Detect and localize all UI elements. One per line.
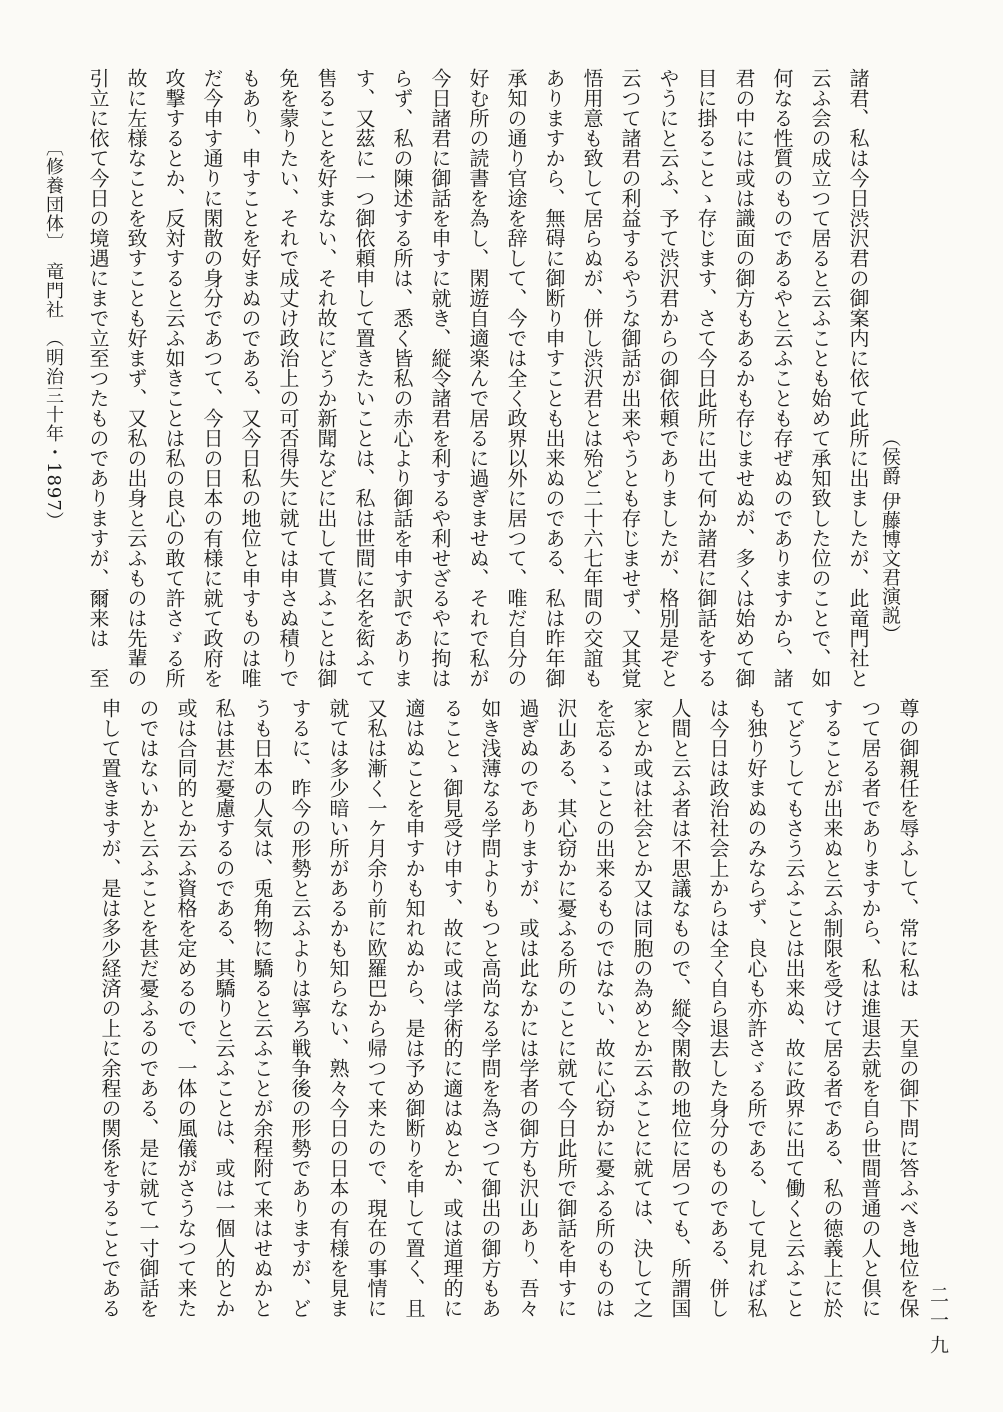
lower-text-line-4: てどうしてもさう云ふことは出来ぬ、故に政界に出て働くと云ふこと [782, 698, 806, 1318]
source-footer: 〔修養団体〕 竜門社 （明治三十年・1897） [43, 138, 64, 531]
lower-text-line-22: 申して置きますが、是は多少経済の上に余程の関係をすることである [98, 698, 122, 1318]
lower-text-line-3: することが出来ぬと云ふ制限を受けて居る者である、私の徳義上に於 [820, 698, 844, 1318]
upper-text-line-1: 諸君、私は今日渋沢君の御案内に依て此所に出ましたが、此竜門社と [846, 68, 870, 688]
upper-text-line-4: 君の中には或は識面の御方もあるかも存じませぬが、多くは始めて御 [732, 68, 756, 688]
lower-text-line-9: を忘るゝことの出来るものではない、故に心窃かに憂ふる所のものは [592, 698, 616, 1318]
lower-text-line-13: ることゝ御見受け申す、故に或は学術的に適はぬとか、或は道理的に [440, 698, 464, 1318]
speech-heading: （侯爵 伊藤博文君演説） [879, 428, 901, 644]
upper-text-line-21: 引立に依て今日の境遇にまで立至つたものでありますが、爾来は 至 [86, 68, 110, 688]
lower-text-line-5: も独り好まぬのみならず、良心も亦許さゞる所である、して見れば私 [744, 698, 768, 1318]
lower-text-line-17: するに、昨今の形勢と云ふよりは寧ろ戦争後の形勢でありますが、ど [288, 698, 312, 1318]
upper-text-line-9: ありますから、無碍に御断り申すことも出来ぬのである、私は昨年御 [542, 68, 566, 688]
upper-text-line-11: 好む所の読書を為し、閑遊自適楽んで居るに過ぎませぬ、それで私が [466, 68, 490, 688]
upper-text-line-15: 售ることを好まない、それ故にどうか新聞などに出して貰ふことは御 [314, 68, 338, 688]
lower-text-line-2: つて居る者でありますから、私は進退去就を自ら世間普通の人と倶に [858, 698, 882, 1318]
lower-text-line-19: 私は甚だ憂慮するのである、其驕りと云ふことは、或は一個人的とか [212, 698, 236, 1318]
upper-text-line-18: だ今申す通りに閑散の身分であつて、今日の日本の有様に就て政府を [200, 68, 224, 688]
upper-text-line-12: 今日諸君に御話を申すに就き、縦令諸君を利するや利せざるやに拘は [428, 68, 452, 688]
lower-text-line-11: 過ぎぬのでありますが、或は此なかには学者の御方も沢山あり、吾々 [516, 698, 540, 1318]
lower-text-line-12: 如き浅薄なる学問よりもつと高尚なる学問を為さつて御出の御方もあ [478, 698, 502, 1318]
lower-text-line-21: のではないかと云ふことを甚だ憂ふるのである、是に就て一寸御話を [136, 698, 160, 1318]
lower-text-line-1: 尊の御親任を辱ふして、常に私は 天皇の御下問に答ふべき地位を保 [896, 698, 920, 1318]
lower-text-line-16: 就ては多少暗い所があるかも知らない、熟々今日の日本の有様を見ま [326, 698, 350, 1318]
lower-text-line-18: うも日本の人気は、兎角物に驕ると云ふことが余程附て来はせぬかと [250, 698, 274, 1318]
upper-text-line-14: す、又茲に一つ御依頼申して置きたいことは、私は世間に名を衒ふて [352, 68, 376, 688]
upper-text-line-13: らず、私の陳述する所は、悉く皆私の赤心より御話を申す訳でありま [390, 68, 414, 688]
lower-text-line-15: 又私は漸く一ケ月余り前に欧羅巴から帰つて来たので、現在の事情に [364, 698, 388, 1318]
upper-text-line-7: 云つて諸君の利益するやうな御話が出来やうとも存じませず、又其覚 [618, 68, 642, 688]
lower-text-line-20: 或は合同的とか云ふ資格を定めるので、一体の風儀がさうなつて来た [174, 698, 198, 1318]
upper-text-line-5: 目に掛ることゝ存じます、さて今日此所に出て何か諸君に御話をする [694, 68, 718, 688]
lower-text-line-6: は今日は政治社会上からは全く自ら退去した身分のものである、併し [706, 698, 730, 1318]
lower-text-line-10: 沢山ある、其心窃かに憂ふる所のことに就て今日此所で御話を申すに [554, 698, 578, 1318]
upper-text-line-19: 攻撃するとか、反対すると云ふ如きことは私の良心の敢て許さゞる所 [162, 68, 186, 688]
lower-text-line-8: 家とか或は社会とか又は同胞の為めとか云ふことに就ては、決して之 [630, 698, 654, 1318]
upper-text-line-3: 何なる性質のものであるやと云ふことも存ぜぬのでありますから、諸 [770, 68, 794, 688]
upper-text-line-6: やうにと云ふ、予て渋沢君からの御依頼でありましたが、格別是ぞと [656, 68, 680, 688]
upper-text-line-16: 免を蒙りたい、それで成丈け政治上の可否得失に就ては申さぬ積りで [276, 68, 300, 688]
upper-text-line-17: もあり、申すことを好まぬのである、又今日私の地位と申すものは唯 [238, 68, 262, 688]
upper-text-line-10: 承知の通り官途を辞して、今では全く政界以外に居つて、唯だ自分の [504, 68, 528, 688]
upper-text-line-20: 故に左様なことを致すことも好まず、又私の出身と云ふものは先輩の [124, 68, 148, 688]
lower-text-line-14: 適はぬことを申すかも知れぬから、是は予め御断りを申して置く、且 [402, 698, 426, 1318]
lower-text-line-7: 人間と云ふ者は不思議なもので、縦令閑散の地位に居つても、所謂国 [668, 698, 692, 1318]
upper-text-line-8: 悟用意も致して居らぬが、併し渋沢君とは殆ど二十六七年間の交誼も [580, 68, 604, 688]
page-number: 二一九 [927, 1285, 949, 1360]
upper-text-line-2: 云ふ会の成立つて居ると云ふことも始めて承知致した位のことで、如 [808, 68, 832, 688]
